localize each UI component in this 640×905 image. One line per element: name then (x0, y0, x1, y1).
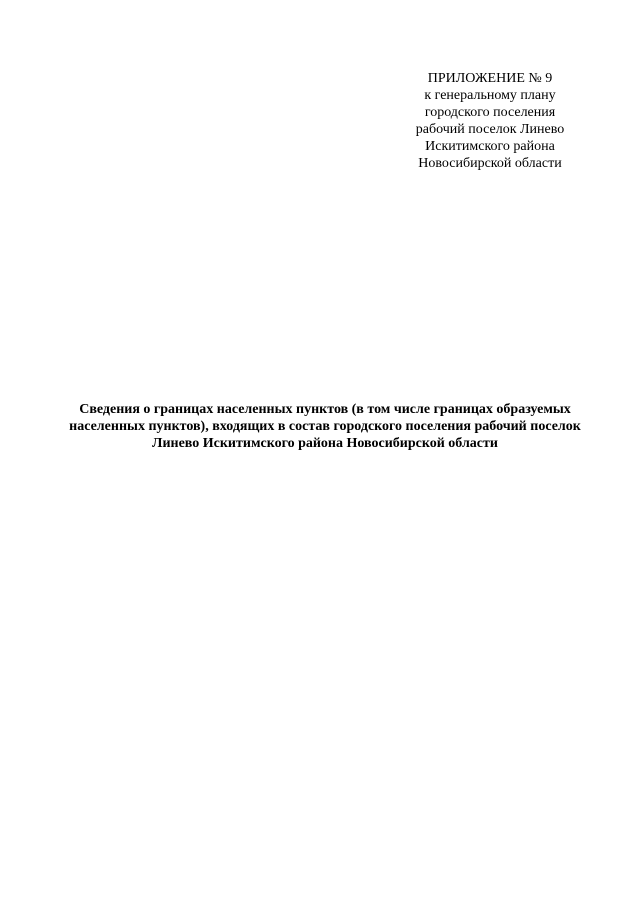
title-line: населенных пунктов), входящих в состав городского поселения рабочий поселок (69, 419, 581, 434)
title-line: Линево Искитимского района Новосибирской области (152, 436, 498, 451)
document-title (50, 401, 600, 452)
title-line: Сведения о границах населенных пунктов (в том числе границах образуемых (79, 402, 571, 417)
annex-line: Искитимского района (425, 139, 555, 154)
annex-header (380, 70, 600, 172)
annex-number: ПРИЛОЖЕНИЕ № 9 (427, 71, 553, 86)
annex-line: к генеральному плану (424, 88, 556, 103)
annex-line: городского поселения (424, 105, 556, 120)
annex-line: Новосибирской области (418, 156, 562, 171)
annex-line: рабочий поселок Линево (415, 122, 565, 137)
